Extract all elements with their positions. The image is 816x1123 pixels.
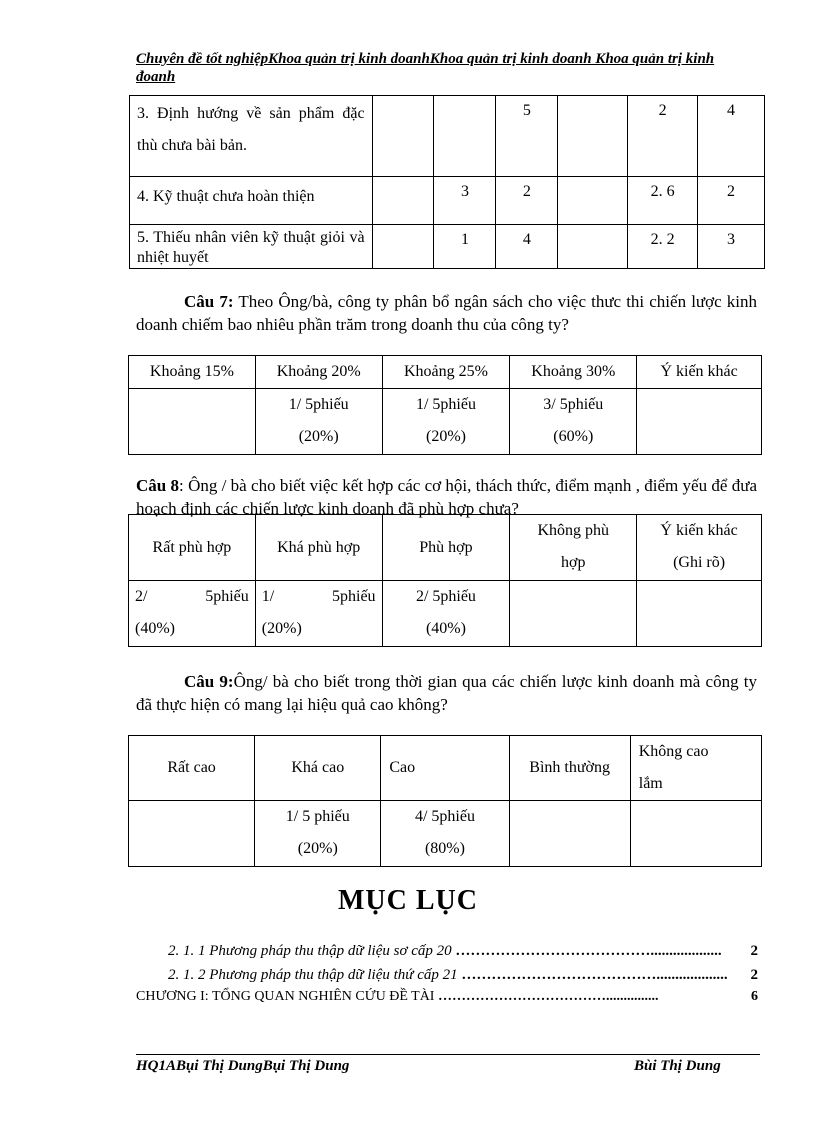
column-header: Ý kiến khác (Ghi rõ) xyxy=(637,515,762,581)
cell: 2/ 5phiếu (40%) xyxy=(129,581,256,647)
column-header: Khoảng 15% xyxy=(129,356,256,389)
question-7 xyxy=(136,290,757,336)
table-header-row xyxy=(129,356,762,389)
cell xyxy=(129,801,255,867)
q8-table xyxy=(128,514,762,647)
table-row xyxy=(129,389,762,455)
toc-leader: …………………………………................... xyxy=(461,967,728,983)
cell: 2/ 5phiếu (40%) xyxy=(382,581,510,647)
cell xyxy=(129,389,256,455)
cell xyxy=(637,389,762,455)
question-9 xyxy=(136,670,757,716)
cell: 1/ 5 phiếu (20%) xyxy=(255,801,381,867)
toc-item-text: 2. 1. 1 Phương pháp thu thập dữ liệu sơ cấp 20 xyxy=(168,943,456,959)
cell: 3 xyxy=(698,225,765,269)
table-row xyxy=(130,177,765,225)
footer-right: Bùi Thị Dung xyxy=(634,1058,721,1074)
table-header-row xyxy=(129,736,762,801)
cell: 1/ 5phiếu (20%) xyxy=(255,389,382,455)
cell: 3 xyxy=(434,177,496,225)
table-row xyxy=(130,225,765,269)
cell: 1 xyxy=(434,225,496,269)
row-label: 4. Kỹ thuật chưa hoàn thiện xyxy=(130,177,373,225)
toc-item[interactable] xyxy=(168,943,758,960)
column-header: Bình thường xyxy=(509,736,630,801)
toc-page-number: 6 xyxy=(751,989,758,1004)
cell xyxy=(434,96,496,177)
table-header-row xyxy=(129,515,762,581)
toc-leader: ………………………………............... xyxy=(437,989,659,1004)
cell: 2 xyxy=(698,177,765,225)
cell: 4 xyxy=(698,96,765,177)
column-header: Khoảng 30% xyxy=(510,356,637,389)
column-header: Phù hợp xyxy=(382,515,510,581)
column-header: Khoảng 20% xyxy=(255,356,382,389)
table-row xyxy=(129,581,762,647)
cell: 2. 6 xyxy=(628,177,698,225)
toc-page-number: 2 xyxy=(750,943,758,959)
q9-table xyxy=(128,735,762,867)
question-label: Câu 8 xyxy=(136,476,180,495)
question-text: Theo Ông/bà, công ty phân bổ ngân sách cho việc thưc thi chiến lược kinh doanh chiếm bao nhiêu phần trăm trong doanh thu của công ty? xyxy=(136,292,757,334)
toc-page-number: 2 xyxy=(750,967,758,983)
cell: 5 xyxy=(496,96,558,177)
cell: 1/ 5phiếu (20%) xyxy=(255,581,382,647)
top-rating-table xyxy=(129,95,765,269)
cell: 4/ 5phiếu (80%) xyxy=(381,801,509,867)
question-text: Ông/ bà cho biết trong thời gian qua các chiến lược kinh doanh mà công ty đã thực hiện có mang lại hiệu quả cao không? xyxy=(136,672,757,714)
toc-item-text: 2. 1. 2 Phương pháp thu thập dữ liệu thứ cấp 21 xyxy=(168,967,462,983)
column-header: Không cao lắm xyxy=(630,736,761,801)
cell xyxy=(558,177,628,225)
question-label: Câu 7: xyxy=(184,292,234,311)
toc-item-text: CHƯƠNG I: TỔNG QUAN NGHIÊN CỨU ĐỀ TÀI xyxy=(136,989,438,1004)
table-row xyxy=(129,801,762,867)
cell: 2 xyxy=(628,96,698,177)
cell: 2. 2 xyxy=(628,225,698,269)
row-label: 5. Thiếu nhân viên kỹ thuật giỏi và nhiệt huyết xyxy=(130,225,373,269)
question-text: : Ông / bà cho biết việc kết hợp các cơ hội, thách thức, điểm mạnh , điểm yếu để đưa hoạch định các chiến lược kinh doanh đã phù hợp chưa? xyxy=(136,476,758,518)
q7-table xyxy=(128,355,762,455)
table-row xyxy=(130,96,765,177)
cell xyxy=(372,225,434,269)
toc-item[interactable] xyxy=(168,967,758,984)
column-header: Cao xyxy=(381,736,509,801)
cell: 4 xyxy=(496,225,558,269)
row-label: 3. Định hướng về sản phẩm đặc thù chưa bài bản. xyxy=(130,96,373,177)
column-header: Rất cao xyxy=(129,736,255,801)
column-header: Rất phù hợp xyxy=(129,515,256,581)
column-header: Ý kiến khác xyxy=(637,356,762,389)
column-header: Không phù hợp xyxy=(510,515,637,581)
page-header: Chuyên đề tốt nghiệpKhoa quản trị kinh doanhKhoa quản trị kinh doanh Khoa quản trị kinh đoanh xyxy=(136,51,715,85)
footer-left: HQ1ABụi Thị DungBụi Thị Dung xyxy=(136,1058,350,1074)
cell: 3/ 5phiếu (60%) xyxy=(510,389,637,455)
cell xyxy=(372,96,434,177)
toc-item[interactable] xyxy=(136,989,758,1005)
toc-title: MỤC LỤC xyxy=(338,885,478,916)
cell xyxy=(630,801,761,867)
footer-divider xyxy=(136,1054,760,1055)
column-header: Khá phù hợp xyxy=(255,515,382,581)
question-label: Câu 9: xyxy=(184,672,234,691)
cell xyxy=(509,801,630,867)
cell: 2 xyxy=(496,177,558,225)
cell xyxy=(558,225,628,269)
toc-leader: …………………………………................... xyxy=(455,943,722,959)
column-header: Khoảng 25% xyxy=(382,356,510,389)
cell xyxy=(558,96,628,177)
cell xyxy=(372,177,434,225)
cell xyxy=(510,581,637,647)
cell xyxy=(637,581,762,647)
cell: 1/ 5phiếu (20%) xyxy=(382,389,510,455)
column-header: Khá cao xyxy=(255,736,381,801)
